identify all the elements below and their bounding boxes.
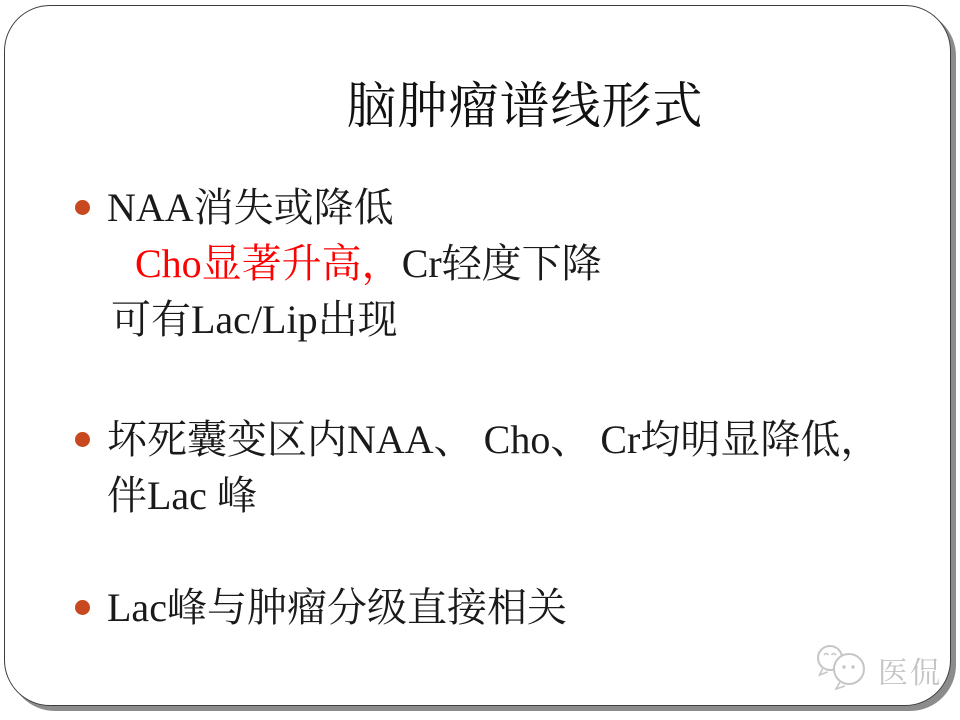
bullet-icon [75,200,90,215]
sub-line [75,292,930,348]
sub-line-text: 可有Lac/Lip出现 [111,297,398,342]
bullet-group-2 [75,412,930,524]
wrapped-line-text: 伴Lac 峰 [107,473,257,518]
sub-line [75,236,930,292]
highlighted-text: Cho显著升高， [135,241,402,286]
bullet-line [75,180,930,236]
bullet-group-1 [75,180,930,348]
bullet-text: Lac峰与肿瘤分级直接相关 [107,585,567,630]
bullet-icon [75,600,90,615]
bullet-group-3 [75,580,930,636]
bullet-icon [75,432,90,447]
slide-title: 脑肿瘤谱线形式 [346,78,704,134]
wrapped-line [75,468,930,524]
sub-line-text: Cr轻度下降 [401,241,602,286]
slide-body [75,180,930,636]
bullet-line [75,412,930,468]
bullet-text: 坏死囊变区内NAA、 Cho、 Cr均明显降低， [107,417,881,462]
chat-bubbles-icon [814,643,872,696]
watermark [814,643,942,696]
bullet-line [75,580,930,636]
watermark-brand-label: 医侃 [878,656,942,690]
bullet-text: NAA消失或降低 [107,185,394,230]
